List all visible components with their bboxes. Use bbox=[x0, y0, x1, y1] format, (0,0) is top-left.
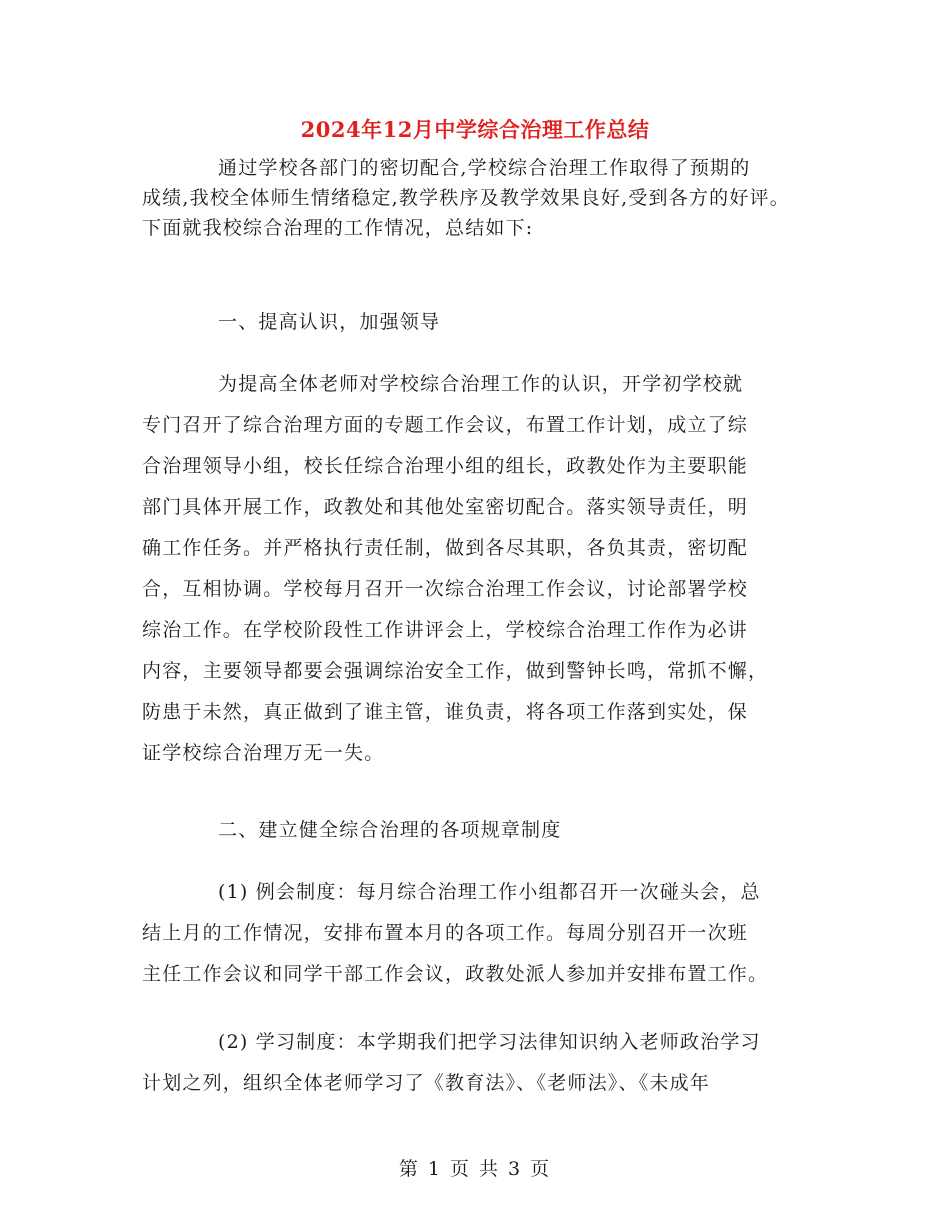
paragraph-line: 防患于未然，真正做到了谁主管，谁负责，将各项工作落到实处，保 bbox=[142, 701, 749, 723]
paragraph-line: 部门具体开展工作，政教处和其他处室密切配合。落实领导责任，明 bbox=[142, 496, 749, 518]
paragraph-line: 主任工作会议和同学干部工作会议，政教处派人参加并安排布置工作。 bbox=[142, 963, 769, 985]
paragraph-line: 结上月的工作情况，安排布置本月的各项工作。每周分别召开一次班 bbox=[142, 922, 749, 944]
paragraph-line: 通过学校各部门的密切配合,学校综合治理工作取得了预期的 bbox=[218, 157, 751, 179]
section-heading: 一、提高认识，加强领导 bbox=[218, 311, 441, 333]
document-title: 2024年12月中学综合治理工作总结 bbox=[300, 117, 650, 142]
page-footer: 第 1 页 共 3 页 bbox=[398, 1158, 552, 1180]
paragraph-line: 成绩,我校全体师生情绪稳定,教学秩序及教学效果良好,受到各方的好评。 bbox=[142, 187, 790, 209]
section-heading: 二、建立健全综合治理的各项规章制度 bbox=[218, 819, 562, 841]
paragraph-line: (2) 学习制度：本学期我们把学习法律知识纳入老师政治学习 bbox=[218, 1031, 761, 1053]
paragraph-line: 合治理领导小组，校长任综合治理小组的组长，政教处作为主要职能 bbox=[142, 455, 749, 477]
paragraph-line: (1) 例会制度：每月综合治理工作小组都召开一次碰头会，总 bbox=[218, 881, 761, 903]
paragraph-line: 专门召开了综合治理方面的专题工作会议，布置工作计划，成立了综 bbox=[142, 414, 749, 436]
paragraph-line: 证学校综合治理万无一失。 bbox=[142, 742, 385, 764]
paragraph-line: 内容，主要领导都要会强调综治安全工作，做到警钟长鸣，常抓不懈， bbox=[142, 660, 769, 682]
paragraph-line: 综治工作。在学校阶段性工作讲评会上，学校综合治理工作作为必讲 bbox=[142, 619, 749, 641]
paragraph-line: 合，互相协调。学校每月召开一次综合治理工作会议，讨论部署学校 bbox=[142, 578, 749, 600]
paragraph-line: 为提高全体老师对学校综合治理工作的认识，开学初学校就 bbox=[218, 373, 744, 395]
paragraph-line: 计划之列，组织全体老师学习了《教育法》、《老师法》、《未成年 bbox=[142, 1072, 711, 1094]
paragraph-line: 下面就我校综合治理的工作情况，总结如下: bbox=[142, 217, 534, 239]
paragraph-line: 确工作任务。并严格执行责任制，做到各尽其职，各负其责，密切配 bbox=[142, 537, 749, 559]
